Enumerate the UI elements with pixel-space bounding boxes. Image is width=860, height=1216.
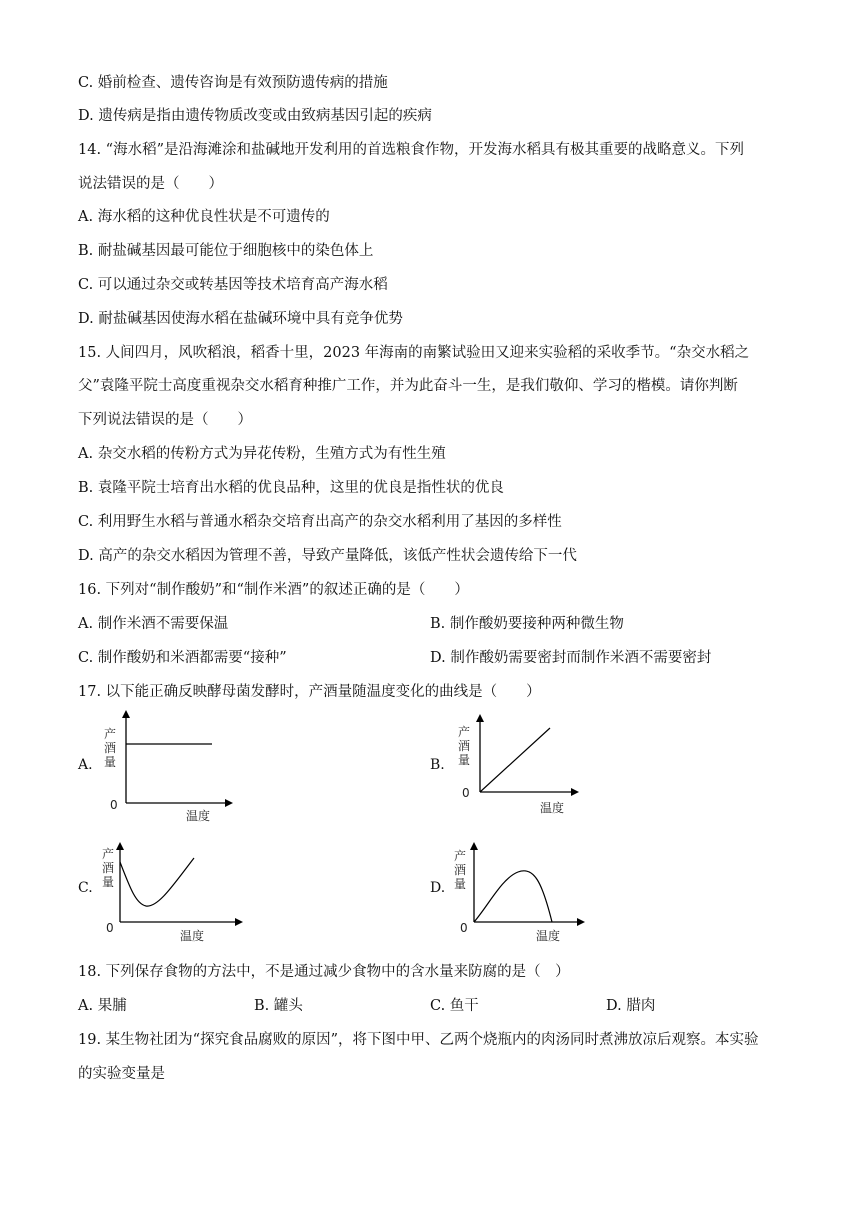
q15-option-b: B. 袁隆平院士培育出水稻的优良品种，这里的优良是指性状的优良 — [78, 480, 504, 496]
q18-option-b: B. 罐头 — [254, 998, 303, 1014]
q19-stem-line1: 19. 某生物社团为“探究食品腐败的原因”，将下图中甲、乙两个烧瓶内的肉汤同时煮沸放凉后观察。本实验 — [78, 1032, 759, 1048]
q13-option-c: C. 婚前检查、遗传咨询是有效预防遗传病的措施 — [78, 75, 388, 91]
graph-b-y-arrow-icon — [476, 714, 484, 722]
graph-c-ylabel-3: 量 — [102, 875, 115, 889]
graph-a-ylabel-2: 酒 — [104, 741, 117, 755]
graph-a-ylabel-3: 量 — [104, 755, 117, 769]
graph-b-xlabel: 温度 — [540, 801, 565, 815]
q16-stem: 16. 下列对“制作酸奶”和“制作米酒”的叙述正确的是（ ） — [78, 582, 469, 598]
q18-option-d: D. 腊肉 — [606, 998, 656, 1014]
graph-a-y-arrow-icon — [122, 710, 130, 718]
q18-stem: 18. 下列保存食物的方法中，不是通过减少食物中的含水量来防腐的是（ ） — [78, 964, 570, 980]
q15-stem-line1: 15. 人间四月，风吹稻浪，稻香十里，2023 年海南的南繁试验田又迎来实验稻的采收季节。“杂交水稻之 — [78, 345, 750, 361]
graph-d-ylabel-3: 量 — [454, 877, 467, 891]
q15-option-c: C. 利用野生水稻与普通水稻杂交培育出高产的杂交水稻利用了基因的多样性 — [78, 514, 562, 530]
q19-stem-line2: 的实验变量是 — [78, 1066, 165, 1082]
graph-b-origin: 0 — [462, 786, 470, 800]
graph-a-label: A. — [78, 757, 93, 773]
q16-option-d: D. 制作酸奶需要密封而制作米酒不需要密封 — [430, 650, 712, 666]
q13-option-d: D. 遗传病是指由遗传物质改变或由致病基因引起的疾病 — [78, 108, 432, 124]
graph-d-x-arrow-icon — [577, 918, 585, 926]
graph-b-curve — [480, 728, 550, 792]
graph-c-label: C. — [78, 880, 93, 896]
graph-c-xlabel: 温度 — [180, 929, 205, 943]
q17-stem: 17. 以下能正确反映酵母菌发酵时，产酒量随温度变化的曲线是（ ） — [78, 684, 541, 700]
graph-d-label: D. — [430, 880, 446, 896]
graph-d-curve — [474, 871, 552, 922]
graph-b-ylabel-3: 量 — [458, 753, 471, 767]
q16-option-a: A. 制作米酒不需要保温 — [78, 616, 229, 632]
q14-stem-line1: 14. “海水稻”是沿海滩涂和盐碱地开发利用的首选粮食作物，开发海水稻具有极其重要的战略意义。下列 — [78, 142, 744, 158]
graph-d-y-arrow-icon — [470, 842, 478, 850]
q14-option-b: B. 耐盐碱基因最可能位于细胞核中的染色体上 — [78, 243, 374, 259]
graph-b-ylabel-1: 产 — [458, 725, 471, 739]
graph-d-ylabel-1: 产 — [454, 849, 467, 863]
graph-c-origin: 0 — [106, 921, 114, 935]
q15-option-a: A. 杂交水稻的传粉方式为异花传粉，生殖方式为有性生殖 — [78, 446, 446, 462]
graph-b — [452, 712, 582, 817]
graph-c-ylabel-2: 酒 — [102, 861, 115, 875]
graph-a-xlabel: 温度 — [186, 809, 211, 823]
graph-b-label: B. — [430, 757, 445, 773]
graph-d — [452, 840, 592, 945]
q15-stem-line3: 下列说法错误的是（ ） — [78, 412, 252, 428]
q15-option-d: D. 高产的杂交水稻因为管理不善，导致产量降低，该低产性状会遗传给下一代 — [78, 548, 577, 564]
q18-option-c: C. 鱼干 — [430, 998, 479, 1014]
q16-option-c: C. 制作酸奶和米酒都需要“接种” — [78, 650, 287, 666]
graph-d-xlabel: 温度 — [536, 929, 561, 943]
graph-c-x-arrow-icon — [235, 918, 243, 926]
q14-option-a: A. 海水稻的这种优良性状是不可遗传的 — [78, 209, 330, 225]
graph-c — [100, 840, 250, 945]
graph-a-x-arrow-icon — [225, 799, 233, 807]
q14-stem-line2: 说法错误的是（ ） — [78, 176, 223, 192]
graph-a-origin: 0 — [110, 798, 118, 812]
q15-stem-line2: 父”袁隆平院士高度重视杂交水稻育种推广工作，并为此奋斗一生，是我们敬仰、学习的楷模。请你判断 — [78, 378, 738, 394]
q14-option-d: D. 耐盐碱基因使海水稻在盐碱环境中具有竞争优势 — [78, 311, 403, 327]
q18-option-a: A. 果脯 — [78, 998, 127, 1014]
graph-c-curve — [120, 858, 194, 906]
q16-option-b: B. 制作酸奶要接种两种微生物 — [430, 616, 624, 632]
graph-a — [100, 708, 250, 828]
graph-b-ylabel-2: 酒 — [458, 739, 471, 753]
q14-option-c: C. 可以通过杂交或转基因等技术培育高产海水稻 — [78, 277, 388, 293]
graph-c-ylabel-1: 产 — [102, 847, 115, 861]
graph-c-y-arrow-icon — [116, 842, 124, 850]
graph-a-ylabel-1: 产 — [104, 727, 117, 741]
graph-b-x-arrow-icon — [571, 788, 579, 796]
graph-d-origin: 0 — [460, 921, 468, 935]
graph-d-ylabel-2: 酒 — [454, 863, 467, 877]
